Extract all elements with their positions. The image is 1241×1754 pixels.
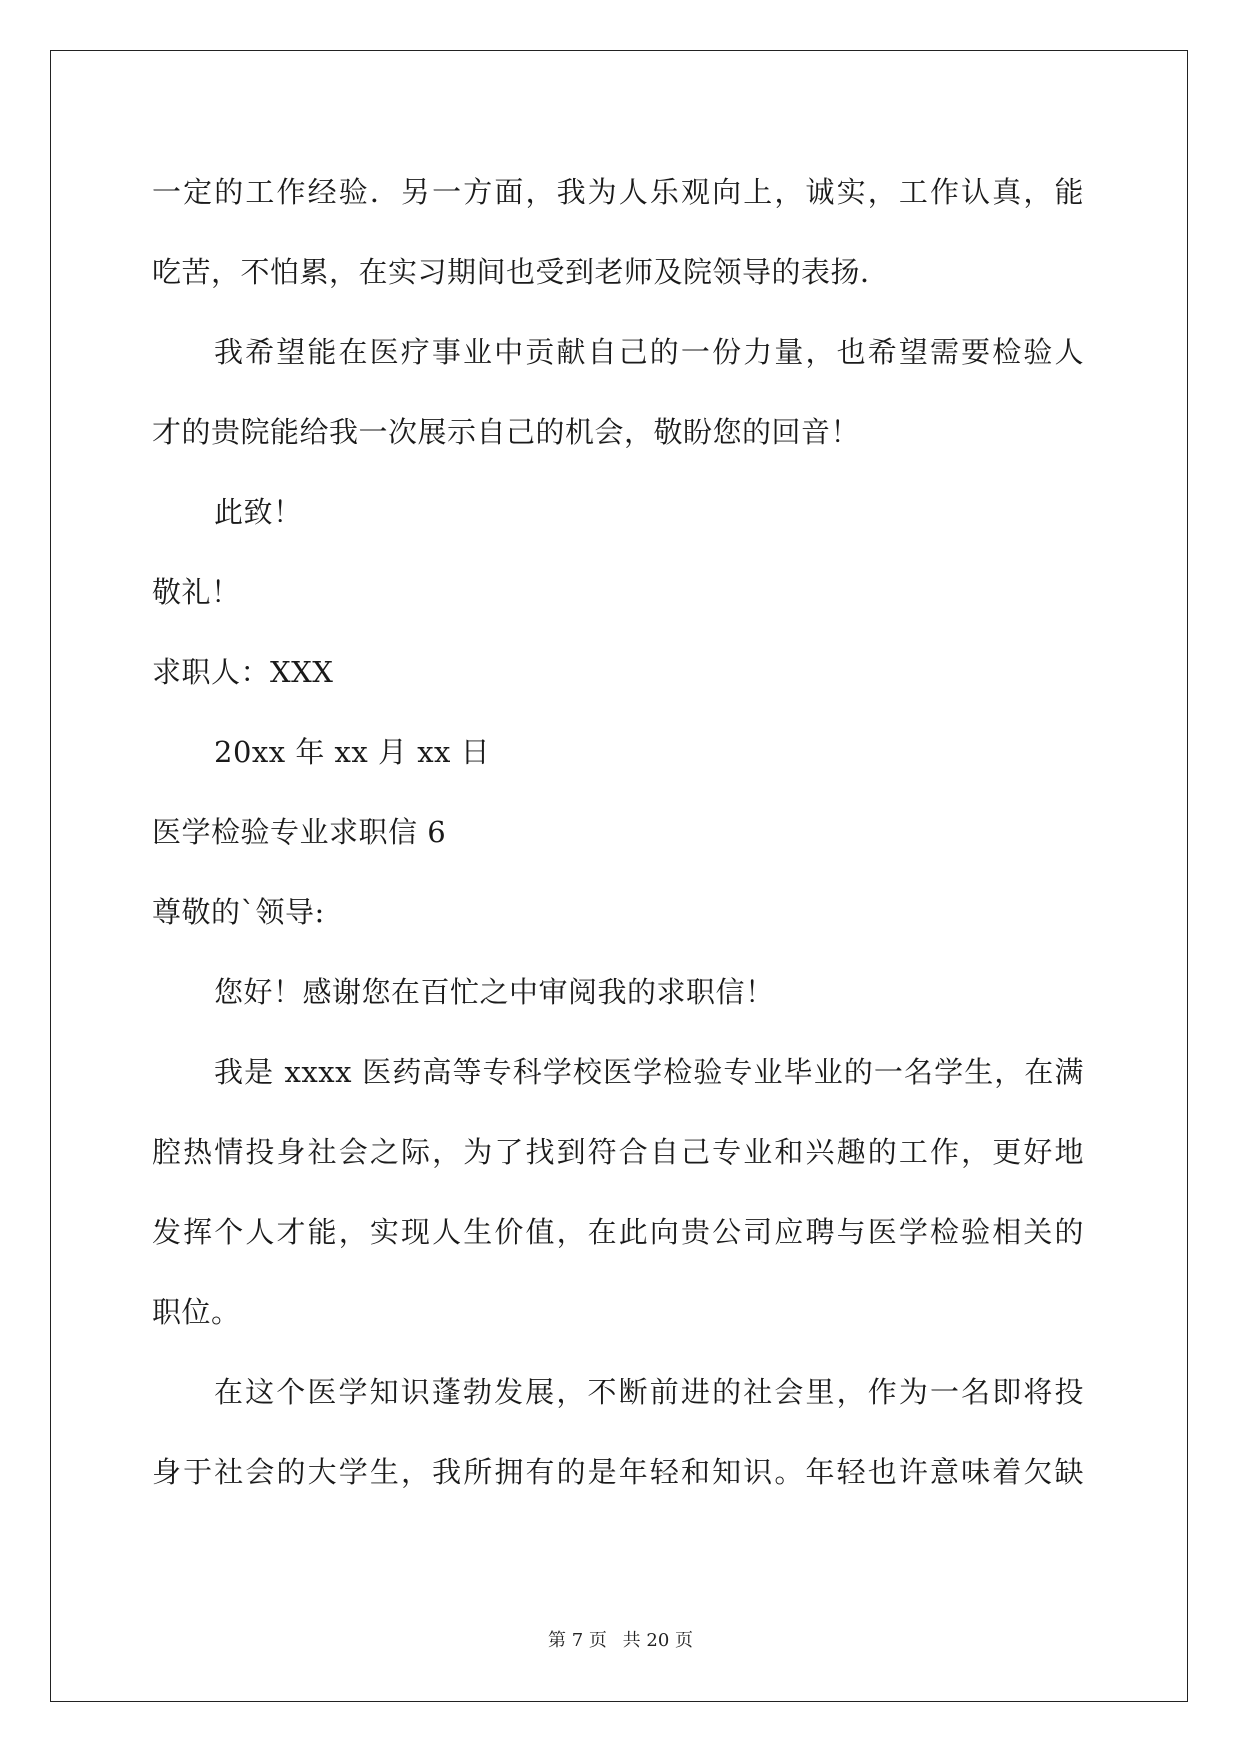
body-text-line: 发挥个人才能，实现人生价值，在此向贵公司应聘与医学检验相关的 <box>152 1215 1084 1249</box>
body-text-line: 吃苦，不怕累，在实习期间也受到老师及院领导的表扬． <box>152 255 890 289</box>
applicant-name: 求职人：XXX <box>152 655 334 689</box>
body-text-line: 您好！感谢您在百忙之中审阅我的求职信！ <box>214 975 775 1009</box>
letter-date: 20xx 年 xx 月 xx 日 <box>214 735 491 769</box>
body-text-line: 一定的工作经验．另一方面，我为人乐观向上，诚实，工作认真，能 <box>152 175 1084 209</box>
section-title: 医学检验专业求职信 6 <box>152 815 447 849</box>
page-number-total: 共 20 页 <box>622 1630 693 1651</box>
body-text-line: 腔热情投身社会之际，为了找到符合自己专业和兴趣的工作，更好地 <box>152 1135 1084 1169</box>
closing-salutation: 此致！ <box>214 495 303 529</box>
body-text-line: 职位。 <box>152 1295 241 1329</box>
greeting: 尊敬的`领导: <box>152 895 325 929</box>
page-number-current: 第 7 页 <box>548 1630 607 1651</box>
page-footer <box>0 1629 1241 1653</box>
body-text-line: 我是 xxxx 医药高等专科学校医学检验专业毕业的一名学生，在满 <box>214 1055 1084 1089</box>
body-text-line: 身于社会的大学生，我所拥有的是年轻和知识。年轻也许意味着欠缺 <box>152 1455 1084 1489</box>
closing-regards: 敬礼！ <box>152 575 241 609</box>
body-text-line: 我希望能在医疗事业中贡献自己的一份力量，也希望需要检验人 <box>214 335 1084 369</box>
body-text-line: 在这个医学知识蓬勃发展，不断前进的社会里，作为一名即将投 <box>214 1375 1084 1409</box>
body-text-line: 才的贵院能给我一次展示自己的机会，敬盼您的回音！ <box>152 415 861 449</box>
